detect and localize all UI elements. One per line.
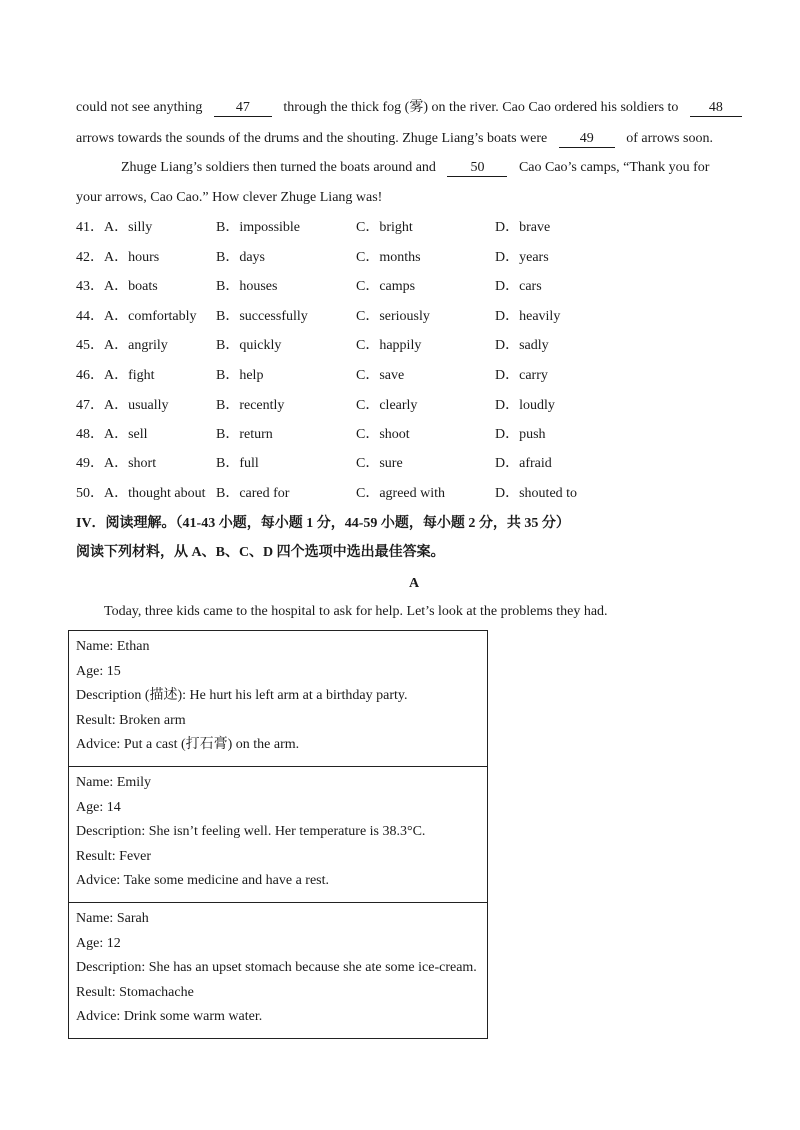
option-d[interactable]: D．loudly — [495, 398, 555, 413]
option-a[interactable]: A．boats — [104, 279, 158, 294]
question-number: 44． — [76, 309, 104, 324]
option-c[interactable]: C．sure — [356, 456, 403, 471]
question-row — [76, 454, 696, 474]
option-a[interactable]: A．comfortably — [104, 309, 197, 324]
passage-text: through the thick fog (雾) on the river. Cao Cao ordered his soldiers to — [283, 100, 679, 115]
patient-card — [69, 903, 487, 1038]
option-a[interactable]: A．sell — [104, 427, 148, 442]
question-row — [76, 425, 696, 445]
option-b[interactable]: B．quickly — [216, 338, 282, 353]
option-b[interactable]: B．return — [216, 427, 273, 442]
option-c[interactable]: C．months — [356, 250, 421, 265]
blank-49[interactable]: 49 — [559, 131, 615, 148]
question-row — [76, 277, 696, 297]
question-row — [76, 307, 696, 327]
blank-48[interactable]: 48 — [690, 100, 742, 117]
option-c[interactable]: C．seriously — [356, 309, 430, 324]
question-row — [76, 396, 696, 416]
question-number: 45． — [76, 338, 104, 353]
question-number: 49． — [76, 456, 104, 471]
question-number: 43． — [76, 279, 104, 294]
option-a[interactable]: A．fight — [104, 368, 155, 383]
option-a[interactable]: A．thought about — [104, 486, 206, 501]
option-a[interactable]: A．silly — [104, 220, 153, 235]
option-a[interactable]: A．short — [104, 456, 157, 471]
option-b[interactable]: B．recently — [216, 398, 285, 413]
question-row — [76, 336, 696, 356]
patient-card — [69, 631, 487, 767]
option-d[interactable]: D．afraid — [495, 456, 552, 471]
patient-name: Name: Emily — [76, 774, 152, 790]
option-c[interactable]: C．clearly — [356, 398, 418, 413]
question-number: 48． — [76, 427, 104, 442]
option-a[interactable]: A．usually — [104, 398, 169, 413]
option-d[interactable]: D．shouted to — [495, 486, 578, 501]
question-number: 47． — [76, 398, 104, 413]
option-b[interactable]: B．cared for — [216, 486, 290, 501]
patient-result: Result: Broken arm — [76, 712, 186, 728]
question-row — [76, 248, 696, 268]
section-heading: IV．阅读理解。（41-43 小题，每小题 1 分，44-59 小题，每小题 2 分，共 35 分） — [76, 516, 570, 531]
patient-name: Name: Sarah — [76, 910, 149, 926]
question-row — [76, 366, 696, 386]
passage-line-3 — [121, 158, 709, 178]
passage-text: Cao Cao’s camps, “Thank you for — [518, 160, 710, 175]
patient-description: Description (描述): He hurt his left arm at a birthday party. — [76, 688, 408, 704]
option-c[interactable]: C．happily — [356, 338, 422, 353]
intro-text: Today, three kids came to the hospital to ask for help. Let’s look at the problems they had. — [104, 604, 608, 619]
option-d[interactable]: D．cars — [495, 279, 542, 294]
option-d[interactable]: D．heavily — [495, 309, 561, 324]
passage-text: arrows towards the sounds of the drums and the shouting. Zhuge Liang’s boats were — [76, 131, 548, 146]
passage-line-1 — [76, 98, 742, 118]
passage-text: Zhuge Liang’s soldiers then turned the boats around and — [121, 160, 436, 175]
option-c[interactable]: C．shoot — [356, 427, 410, 442]
option-c[interactable]: C．bright — [356, 220, 413, 235]
question-number: 42． — [76, 250, 104, 265]
patient-description: Description: She isn’t feeling well. Her temperature is 38.3°C. — [76, 824, 426, 840]
patient-advice: Advice: Take some medicine and have a rest. — [76, 873, 329, 889]
option-b[interactable]: B．full — [216, 456, 259, 471]
option-b[interactable]: B．impossible — [216, 220, 301, 235]
question-number: 46． — [76, 368, 104, 383]
patient-age: Age: 12 — [76, 935, 121, 951]
patient-card — [69, 767, 487, 903]
option-a[interactable]: A．angrily — [104, 338, 168, 353]
option-c[interactable]: C．camps — [356, 279, 416, 294]
option-b[interactable]: B．help — [216, 368, 264, 383]
option-d[interactable]: D．years — [495, 250, 549, 265]
passage-text: of arrows soon. — [626, 131, 713, 146]
patient-age: Age: 15 — [76, 663, 121, 679]
patient-advice: Advice: Drink some warm water. — [76, 1009, 263, 1025]
patient-result: Result: Fever — [76, 848, 152, 864]
option-d[interactable]: D．carry — [495, 368, 548, 383]
section-instruction: 阅读下列材料，从 A、B、C、D 四个选项中选出最佳答案。 — [76, 545, 445, 560]
part-label: A — [409, 576, 420, 591]
blank-47[interactable]: 47 — [214, 100, 272, 117]
passage-line-4: your arrows, Cao Cao.” How clever Zhuge Liang was! — [76, 190, 383, 205]
question-number: 41． — [76, 220, 104, 235]
patient-name: Name: Ethan — [76, 639, 150, 654]
question-row — [76, 484, 696, 504]
patient-age: Age: 14 — [76, 799, 121, 815]
passage-text: could not see anything — [76, 100, 203, 115]
option-d[interactable]: D．brave — [495, 220, 551, 235]
patient-table — [68, 630, 488, 1039]
option-d[interactable]: D．push — [495, 427, 546, 442]
option-a[interactable]: A．hours — [104, 250, 160, 265]
blank-50[interactable]: 50 — [447, 160, 507, 177]
question-row — [76, 218, 696, 238]
option-c[interactable]: C．save — [356, 368, 405, 383]
option-b[interactable]: B．successfully — [216, 309, 308, 324]
passage-line-2 — [76, 129, 713, 149]
patient-advice: Advice: Put a cast (打石膏) on the arm. — [76, 737, 300, 753]
option-b[interactable]: B．days — [216, 250, 265, 265]
option-c[interactable]: C．agreed with — [356, 486, 446, 501]
option-b[interactable]: B．houses — [216, 279, 278, 294]
question-number: 50． — [76, 486, 104, 501]
option-d[interactable]: D．sadly — [495, 338, 549, 353]
patient-description: Description: She has an upset stomach because she ate some ice-cream. — [76, 960, 477, 976]
patient-result: Result: Stomachache — [76, 984, 194, 1000]
